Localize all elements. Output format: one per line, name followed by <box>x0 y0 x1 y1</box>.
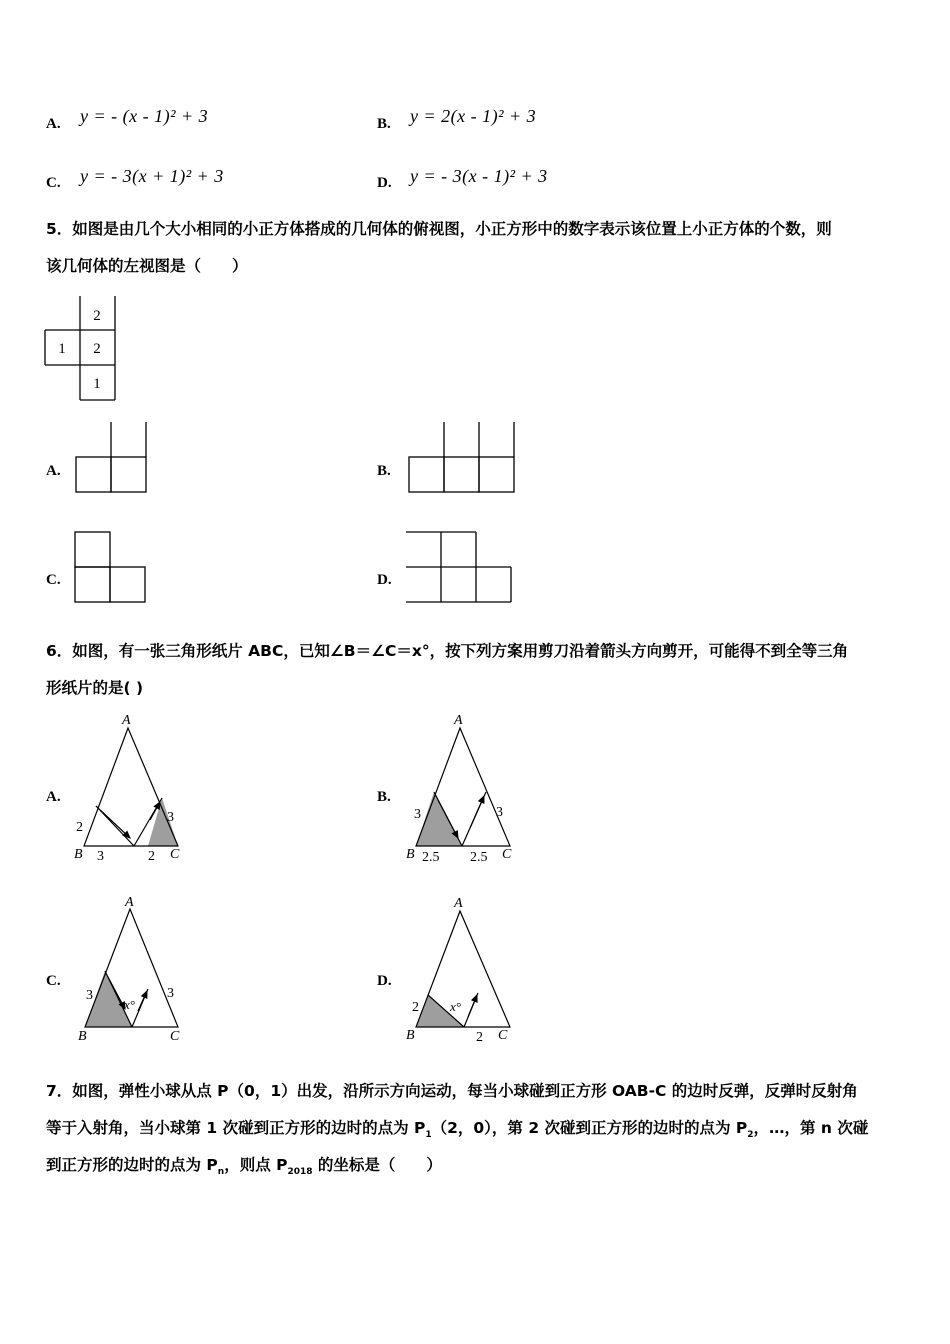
q7-text-line3 <box>46 1147 906 1191</box>
grid-cell-mid-left: 1 <box>58 341 66 357</box>
fig-b-side-right: 3 <box>496 805 503 820</box>
fig-a-base-right: 2 <box>148 849 155 864</box>
q5-text-line2: 该几何体的左视图是（ ） <box>46 257 248 275</box>
fig-c-angle: x° <box>124 997 135 1012</box>
q7-line2-sub1: 1 <box>425 1130 432 1141</box>
q7-line2-part-b: （2，0），第 2 次碰到正方形的边时的点为 P <box>431 1119 748 1137</box>
fig-b-vertex-b: B <box>406 847 415 862</box>
fig-a-vertex-a: A <box>122 713 131 728</box>
q7-line2-part-a: 等于入射角，当小球第 1 次碰到正方形的边时的点为 P <box>46 1119 426 1137</box>
q5-option-c-figure <box>72 530 152 606</box>
fig-d-vertex-c: C <box>498 1028 508 1043</box>
fig-b-vertex-c: C <box>502 847 512 862</box>
q7-line2-part-c: ，…，第 n 次碰 <box>753 1119 869 1137</box>
q7-line3-part-a: 到正方形的边时的点为 P <box>46 1156 218 1174</box>
fig-c-side-left: 3 <box>86 988 93 1003</box>
fig-b-base-right: 2.5 <box>470 850 488 865</box>
fig-b-vertex-a: A <box>454 713 463 728</box>
grid-cell-mid-right: 2 <box>93 341 101 357</box>
q4-option-c-label: C. <box>46 175 61 191</box>
q4-option-a-formula: y = - (x - 1)² + 3 <box>80 106 209 126</box>
q7-line3-sub1: n <box>217 1167 225 1178</box>
fig-d-vertex-a: A <box>454 896 463 911</box>
q6-option-d-label: D. <box>377 973 392 989</box>
fig-b-base-left: 2.5 <box>422 850 440 865</box>
fig-c-vertex-b: B <box>78 1029 87 1044</box>
q6-figure-a <box>70 710 190 865</box>
q5-text-line1: 5．如图是由几个大小相同的小正方体搭成的几何体的俯视图，小正方形中的数字表示该位置上小正方体的个数，则 <box>46 220 832 238</box>
fig-a-vertex-b: B <box>74 847 83 862</box>
fig-c-vertex-a: A <box>125 895 134 910</box>
q6-figure-b <box>402 710 522 865</box>
q7-line3-sub2: 2018 <box>287 1167 313 1178</box>
q4-option-a-label: A. <box>46 116 61 132</box>
q5-option-d-figure <box>403 530 518 606</box>
q5-option-b-label: B. <box>377 463 391 479</box>
fig-d-vertex-b: B <box>406 1028 415 1043</box>
q4-option-d-formula: y = - 3(x - 1)² + 3 <box>410 166 548 186</box>
q6-text-line2: 形纸片的是( ) <box>46 679 144 697</box>
q5-option-a-label: A. <box>46 463 61 479</box>
q5-option-b-figure <box>405 420 520 496</box>
fig-a-side-left: 2 <box>76 820 83 835</box>
fig-d-base-right: 2 <box>476 1030 483 1045</box>
q6-figure-d <box>402 893 522 1048</box>
q7-line3-part-b: ，则点 P <box>224 1156 288 1174</box>
q4-option-b-label: B. <box>377 116 391 132</box>
q5-option-d-label: D. <box>377 572 392 588</box>
grid-cell-top: 2 <box>93 308 101 324</box>
q6-option-c-label: C. <box>46 973 61 989</box>
q7-text-line1: 7．如图，弹性小球从点 P（0，1）出发，沿所示方向运动，每当小球碰到正方形 OAB-C 的边时反弹，反弹时反射角 <box>46 1082 858 1100</box>
q6-option-b-label: B. <box>377 789 391 805</box>
fig-c-vertex-c: C <box>170 1029 180 1044</box>
grid-cell-bottom: 1 <box>93 376 101 392</box>
q5-option-a-figure <box>72 420 152 496</box>
q6-option-a-label: A. <box>46 789 61 805</box>
q7-line2-sub2: 2 <box>747 1130 754 1141</box>
q4-option-d-label: D. <box>377 175 392 191</box>
fig-a-side-right: 3 <box>167 810 174 825</box>
q5-option-c-label: C. <box>46 572 61 588</box>
q6-text-line1: 6．如图，有一张三角形纸片 ABC，已知∠B＝∠C＝x°，按下列方案用剪刀沿着箭头方向剪开，可能得不到全等三角 <box>46 642 849 660</box>
q5-top-view-grid <box>40 292 130 407</box>
fig-d-side-left: 2 <box>412 1000 419 1015</box>
fig-c-side-right: 3 <box>167 986 174 1001</box>
q7-line3-part-c: 的坐标是（ ） <box>312 1156 442 1174</box>
q6-figure-c <box>70 893 190 1048</box>
fig-a-vertex-c: C <box>170 847 180 862</box>
q4-option-b-formula: y = 2(x - 1)² + 3 <box>410 106 537 126</box>
fig-a-base-left: 3 <box>97 849 104 864</box>
fig-b-side-left: 3 <box>414 807 421 822</box>
q4-option-c-formula: y = - 3(x + 1)² + 3 <box>80 166 224 186</box>
fig-d-angle: x° <box>450 999 461 1014</box>
